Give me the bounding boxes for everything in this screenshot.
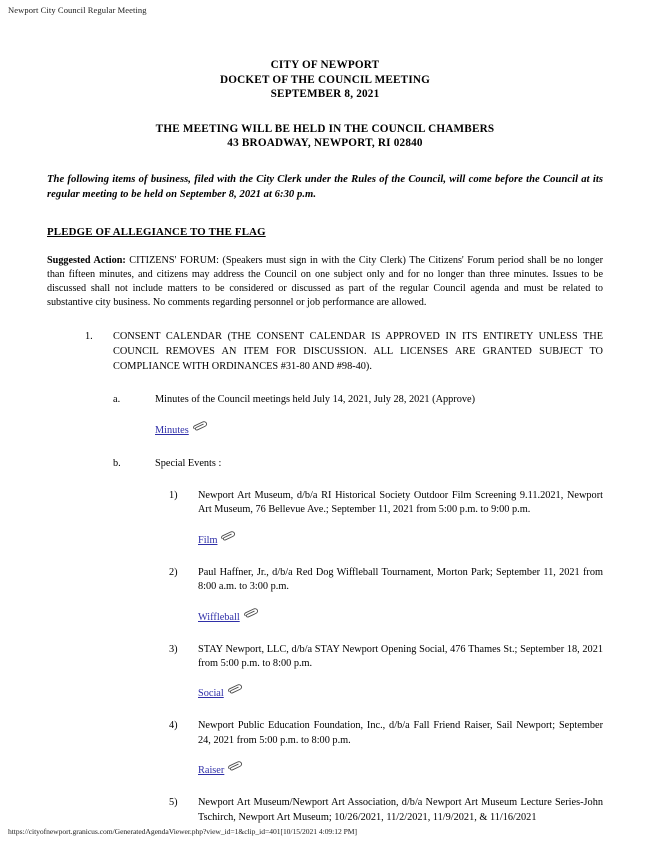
special-event-4	[47, 719, 603, 748]
special-event-4-text: Newport Public Education Foundation, Inc., d/b/a Fall Friend Raiser, Sail Newport; September 24, 2021 from 5:00 p.m. to 8:00 p.m.	[198, 720, 603, 746]
agenda-item-a-text: Minutes of the Council meetings held July 14, 2021, July 28, 2021 (Approve)	[155, 394, 476, 406]
attachment-link-raiser[interactable]: Raiser	[198, 765, 225, 777]
special-event-1	[47, 489, 603, 518]
suggested-action-label: Suggested Action:	[47, 254, 126, 266]
attachment-row-wiffleball	[47, 608, 603, 625]
special-event-5-text: Newport Art Museum/Newport Art Association, d/b/a Newport Art Museum Lecture Series-John Tschirch, Newport Art Museum; 10/26/2021, 11/2/2021, 11/9/2021, & 11/16/2021	[198, 797, 603, 823]
document-page	[47, 58, 603, 825]
special-event-4-marker: 4)	[169, 720, 178, 732]
special-event-3	[47, 643, 603, 672]
special-event-3-text: STAY Newport, LLC, d/b/a STAY Newport Opening Social, 476 Thames St.; September 18, 2021 from 5:00 p.m. to 8:00 p.m.	[198, 643, 603, 669]
agenda-item-1-consent-calendar	[47, 330, 603, 374]
special-event-1-text: Newport Art Museum, d/b/a RI Historical Society Outdoor Film Screening 9.11.2021, Newport Art Museum, 76 Bellevue Ave.; September 11, 2021 from 5:00 p.m. to 9:00 p.m.	[198, 489, 603, 516]
special-event-2-marker: 2)	[169, 566, 178, 578]
intro-paragraph: The following items of business, filed with the City Clerk under the Rules of the Council, will come before the Council at its regular meeting to be held on September 8, 2021 at 6:30 p.m.	[47, 173, 603, 200]
pledge-of-allegiance-heading: PLEDGE OF ALLEGIANCE TO THE FLAG	[47, 225, 266, 238]
agenda-item-b-text: Special Events :	[155, 457, 222, 469]
agenda-item-b-special-events	[47, 457, 603, 471]
paperclip-icon	[227, 761, 244, 771]
suggested-action-paragraph	[47, 254, 603, 311]
document-title-block	[47, 58, 603, 102]
attachment-link-wiffleball[interactable]: Wiffleball	[198, 611, 240, 623]
attachment-link-film[interactable]: Film	[198, 534, 218, 546]
title-line-docket: DOCKET OF THE COUNCIL MEETING	[219, 73, 431, 86]
suggested-action-text: CITIZENS' FORUM: (Speakers must sign in with the City Clerk) The Citizens' Forum period shall be no longer than fifteen minutes, and citizens may address the Council on one subject only and for no longer than three minutes. Issues to be discussed shall not include matters to be considered or discussed as part of the regular Council agenda and must be related to substantive city business. No comments regarding personnel or job performance are allowed.	[47, 254, 603, 309]
attachment-row-minutes	[47, 421, 603, 438]
paperclip-icon	[227, 684, 244, 694]
agenda-item-1-marker: 1.	[85, 331, 93, 343]
agenda-item-b-marker: b.	[113, 457, 121, 469]
special-event-5	[47, 796, 603, 825]
title-line-date: SEPTEMBER 8, 2021	[270, 88, 380, 100]
pledge-heading-wrap	[47, 202, 603, 240]
paperclip-icon	[243, 608, 260, 618]
title-line-city: CITY OF NEWPORT	[270, 59, 380, 71]
browser-print-header-title: Newport City Council Regular Meeting	[8, 5, 147, 15]
attachment-link-minutes[interactable]: Minutes	[155, 424, 189, 436]
venue-line-address: 43 BROADWAY, NEWPORT, RI 02840	[227, 137, 423, 149]
special-event-2	[47, 566, 603, 595]
special-event-3-marker: 3)	[169, 643, 178, 655]
agenda-item-a-marker: a.	[113, 394, 121, 406]
agenda-item-1-text: CONSENT CALENDAR (THE CONSENT CALENDAR IS APPROVED IN ITS ENTIRETY UNLESS THE COUNCIL REMOVES AN ITEM FOR DISCUSSION. ALL LICENSES ARE GRANTED SUBJECT TO COMPLIANCE WITH ORDINANCES #31-80 AND #98-40).	[113, 331, 603, 372]
attachment-row-social	[47, 684, 603, 701]
agenda-item-a-minutes	[47, 393, 603, 407]
paperclip-icon	[192, 421, 209, 431]
attachment-link-social[interactable]: Social	[198, 688, 224, 700]
attachment-row-film	[47, 531, 603, 548]
special-event-2-text: Paul Haffner, Jr., d/b/a Red Dog Wiffleball Tournament, Morton Park; September 11, 2021 from 8:00 a.m. to 3:00 p.m.	[198, 566, 603, 593]
paperclip-icon	[220, 531, 237, 541]
browser-print-footer-url: https://cityofnewport.granicus.com/GeneratedAgendaViewer.php?view_id=1&clip_id=401[10/15/2021 4:09:12 PM]	[8, 827, 357, 836]
attachment-row-raiser	[47, 761, 603, 778]
venue-block	[47, 122, 603, 151]
venue-line-chambers: THE MEETING WILL BE HELD IN THE COUNCIL CHAMBERS	[155, 122, 495, 135]
special-event-1-marker: 1)	[169, 489, 178, 501]
special-event-5-marker: 5)	[169, 797, 178, 809]
